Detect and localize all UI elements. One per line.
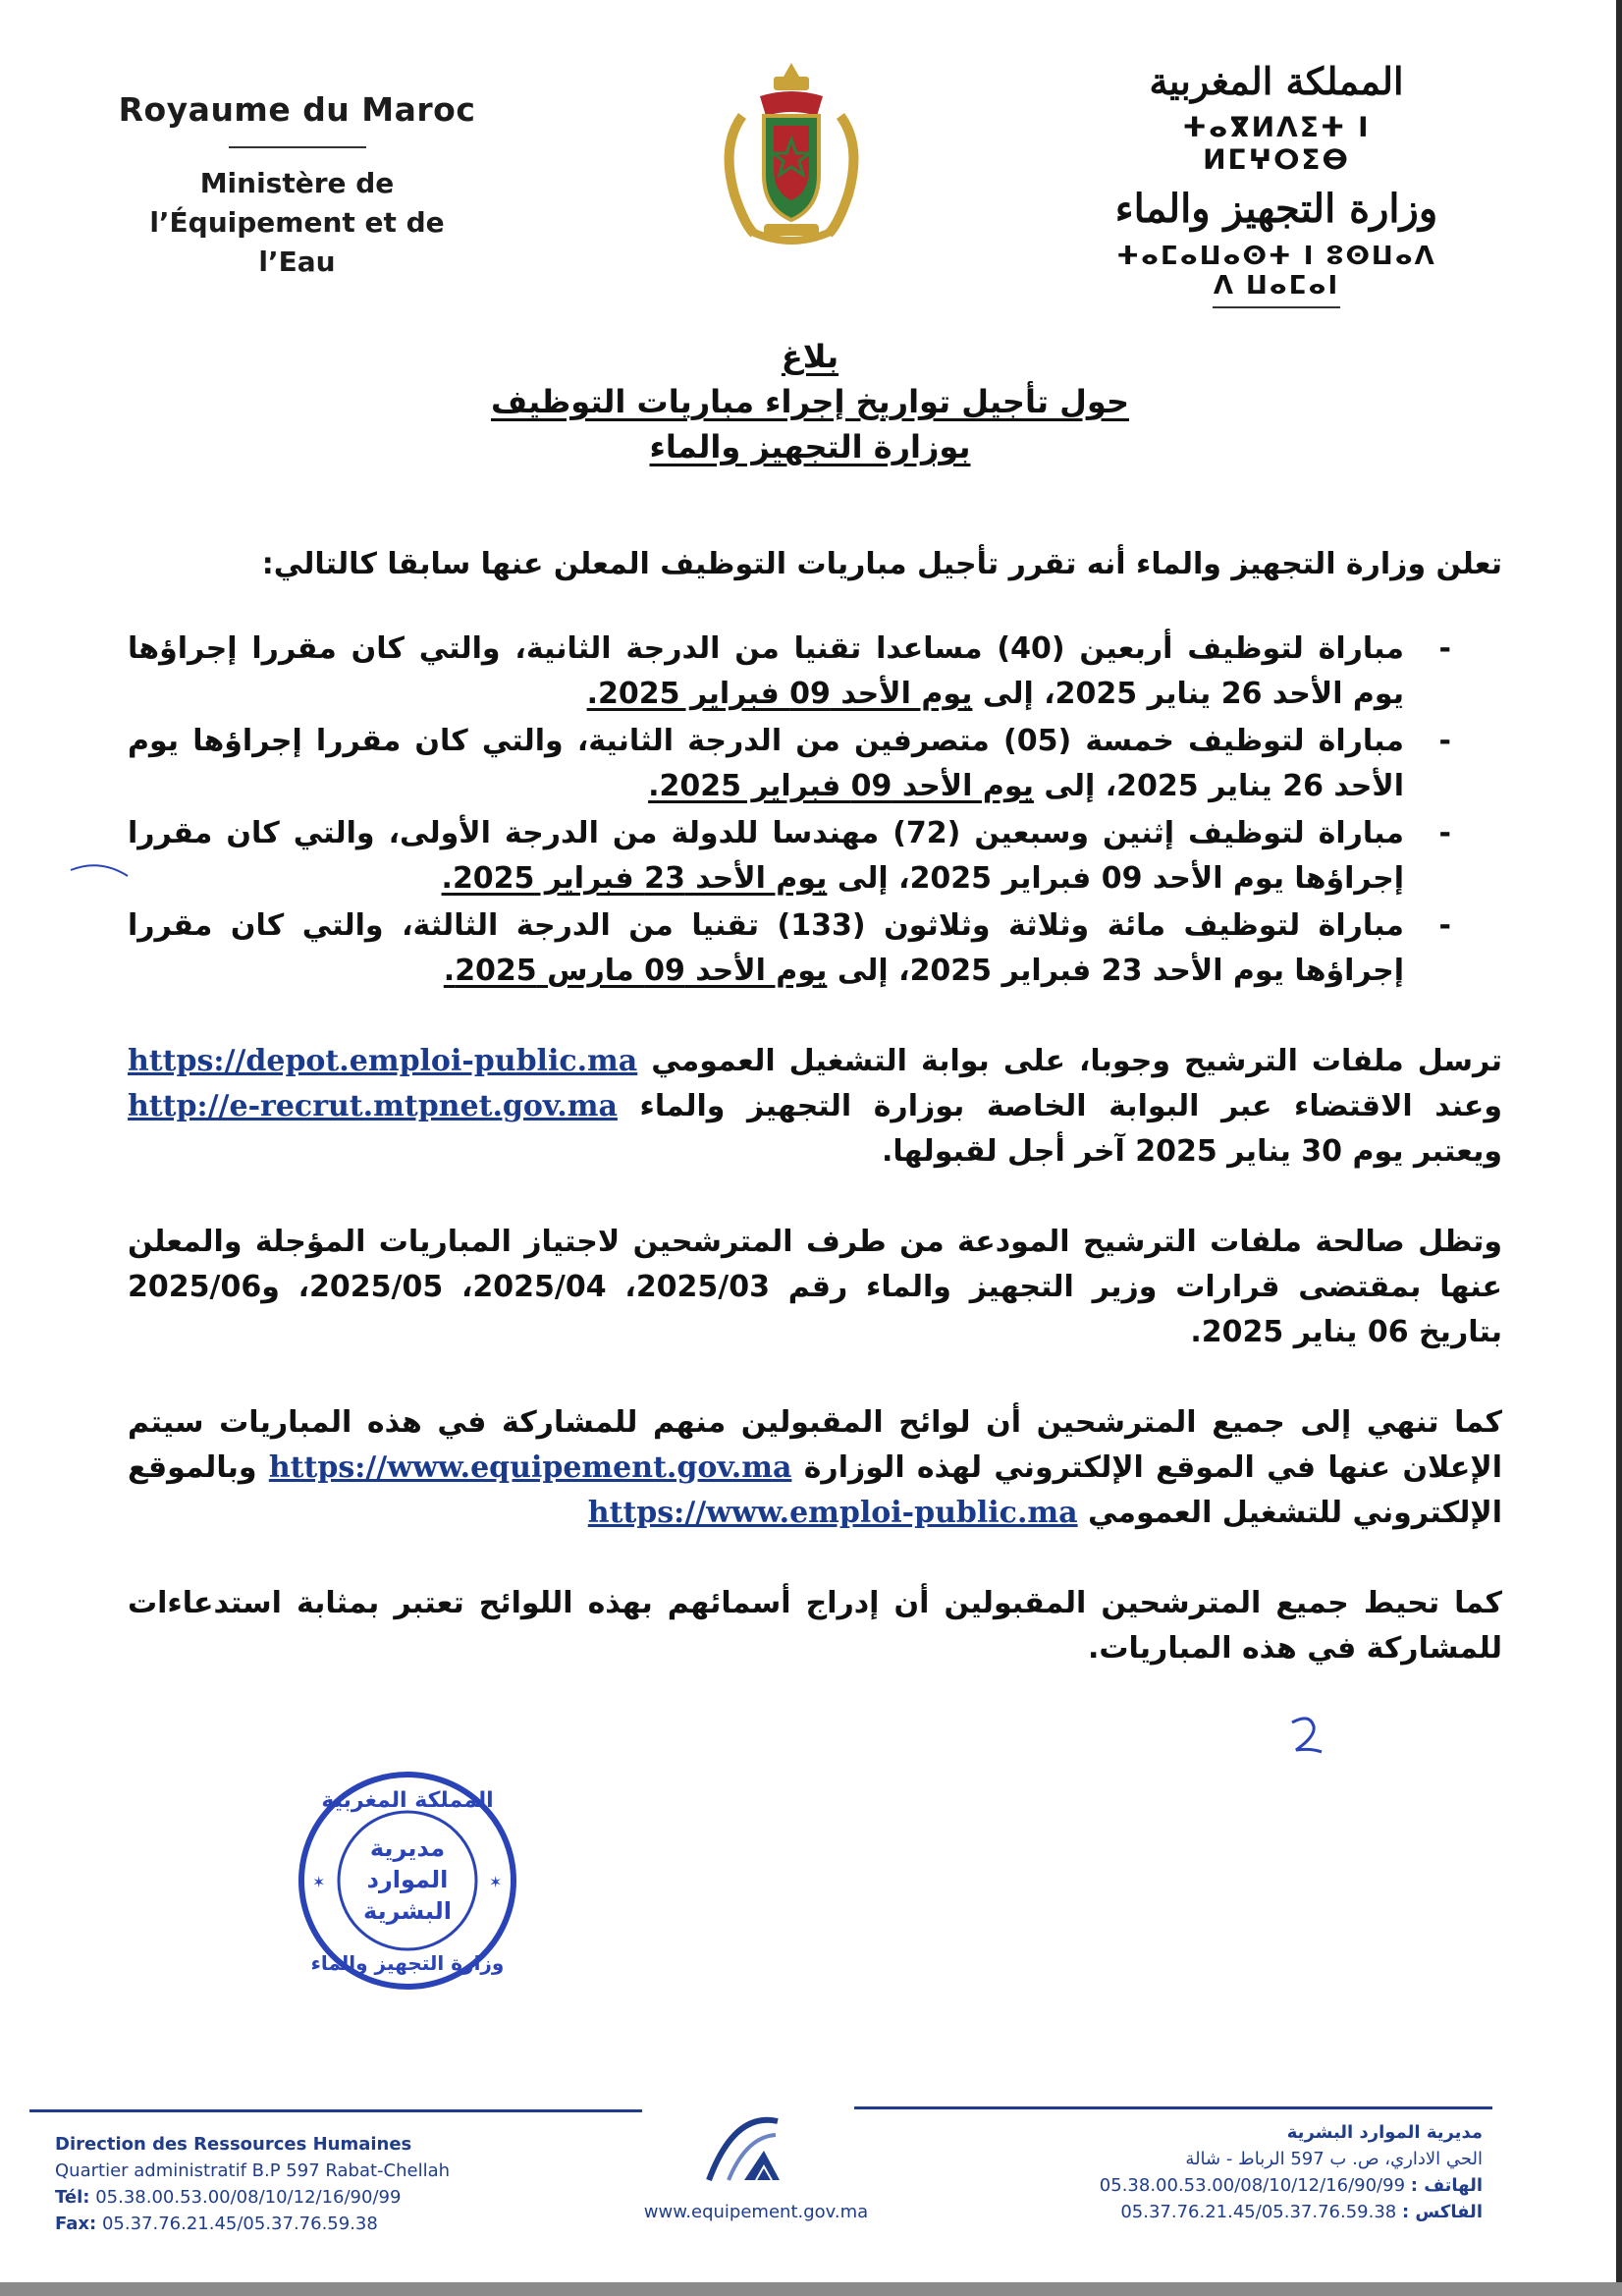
fr-fax: 05.37.76.21.45/05.37.76.59.38	[101, 2214, 378, 2234]
tifinagh-kingdom: ⵜⴰⴳⵍⴷⵉⵜ ⵏ ⵍⵎⵖⵔⵉⴱ	[1182, 111, 1371, 176]
bullet-dash: -	[1438, 631, 1451, 666]
list-item	[128, 719, 1502, 809]
header-arabic	[1109, 59, 1443, 308]
margin-mark-icon	[69, 854, 137, 894]
fr-address: Quartier administratif B.P 597 Rabat-Chellah	[55, 2160, 451, 2181]
bullet-dash: -	[1438, 816, 1451, 850]
item-text: مباراة لتوظيف أربعين (40) مساعدا تقنيا من الدرجة الثانية، والتي كان مقررا إجراؤها يوم الأحد 26 يناير 2025، إلى	[128, 631, 1405, 711]
list-item	[128, 627, 1502, 717]
fr-fax-label: Fax:	[55, 2214, 97, 2234]
submission-paragraph	[128, 1039, 1502, 1175]
page-edge-bottom	[0, 2282, 1622, 2296]
footer-divider-left	[29, 2109, 642, 2112]
postponed-exams-list	[128, 627, 1502, 994]
fr-tel: 05.38.00.53.00/08/10/12/16/90/99	[95, 2187, 402, 2208]
fr-tel-label: Tél:	[55, 2187, 90, 2208]
header-divider	[229, 146, 366, 148]
fr-direction: Direction des Ressources Humaines	[55, 2134, 412, 2155]
fr-ministry-line2: l’Équipement et de l’Eau	[149, 206, 445, 278]
ar-direction: مديرية الموارد البشرية	[1286, 2122, 1483, 2143]
tifinagh-ministry: ⵜⴰⵎⴰⵡⴰⵙⵜ ⵏ ⵓⵙⵡⴰⴷ ⴷ ⵡⴰⵎⴰⵏ	[1116, 242, 1436, 301]
stamp-star-icon: ✶	[312, 1873, 326, 1891]
title-line3: بوزارة التجهيز والماء	[649, 428, 971, 465]
stamp-inner-line1: مديرية	[369, 1834, 446, 1862]
stamp-inner-line3: البشرية	[363, 1897, 452, 1925]
ar-ministry: وزارة التجهيز والماء	[1114, 186, 1438, 232]
validity-paragraph: وتظل صالحة ملفات الترشيح المودعة من طرف المترشحين لاجتياز المباريات المؤجلة والمعلن عنها بمقتضى قرارات وزير التجهيز والماء رقم 2025/03، 2025/04، 2025/05، و2025/06 بتاريخ 06 يناير 2025.	[128, 1225, 1503, 1349]
item-text: مباراة لتوظيف مائة وثلاثة وثلاثون (133) تقنيا من الدرجة الثالثة، والتي كان مقررا إجراؤها يوم الأحد 23 فبراير 2025، إلى	[128, 908, 1404, 988]
e-recrut-link[interactable]: http://e-recrut.mtpnet.gov.ma	[128, 1089, 618, 1123]
item-new-date: يوم الأحد 23 فبراير 2025.	[441, 861, 828, 896]
submission-text-c: ويعتبر يوم 30 يناير 2025 آخر أجل لقبولها.	[881, 1134, 1502, 1169]
ar-tel-label: الهاتف :	[1410, 2175, 1483, 2196]
royal-emblem-icon	[703, 57, 880, 253]
stamp-outer-text: المملكة المغربية	[321, 1788, 494, 1813]
stamp-bottom-text: وزارة التجهيز والماء	[310, 1951, 505, 1975]
item-new-date: يوم الأحد 09 فبراير 2025.	[648, 769, 1034, 803]
convocation-paragraph: كما تحيط جميع المترشحين المقبولين أن إدراج أسمائهم بهذه اللوائح تعتبر بمثابة استدعاءات للمشاركة في هذه المباريات.	[128, 1586, 1502, 1666]
emploi-public-link[interactable]: https://www.emploi-public.ma	[587, 1496, 1078, 1530]
publication-text-a: كما تنهي إلى جميع المترشحين أن لوائح المقبولين منهم للمشاركة في هذه المباريات سيتم الإعلان عنها في الموقع الإلكتروني لهذه الوزارة	[128, 1405, 1502, 1485]
submission-text-b: وعند الاقتضاء عبر البوابة الخاصة بوزارة التجهيز والماء	[617, 1089, 1502, 1123]
list-item	[128, 811, 1502, 902]
ar-tel: 05.38.00.53.00/08/10/12/16/90/99	[1099, 2175, 1406, 2196]
page-edge	[1616, 0, 1622, 2296]
title-line1: بلاغ	[781, 338, 839, 375]
ar-fax: 05.37.76.21.45/05.37.76.59.38	[1120, 2202, 1397, 2222]
title-line2: حول تأجيل تواريخ إجراء مباريات التوظيف	[490, 383, 1130, 420]
footer-divider-right	[854, 2106, 1492, 2109]
fr-ministry-line1: Ministère de	[199, 167, 395, 199]
publication-text-b: وبالموقع الإلكتروني للتشغيل العمومي	[128, 1450, 1502, 1530]
bullet-dash: -	[1438, 724, 1451, 758]
item-text: مباراة لتوظيف خمسة (05) متصرفين من الدرجة الثانية، والتي كان مقررا إجراؤها يوم الأحد 26 يناير 2025، إلى	[128, 724, 1404, 803]
depot-emploi-public-link[interactable]: https://depot.emploi-public.ma	[128, 1044, 638, 1078]
handwritten-initial-icon	[1282, 1709, 1331, 1758]
official-stamp	[295, 1768, 520, 1994]
footer-arabic	[1060, 2119, 1483, 2225]
header-divider	[1213, 306, 1340, 308]
announcement-body	[128, 542, 1502, 1671]
ministry-logo-icon	[699, 2111, 789, 2190]
publication-paragraph	[128, 1400, 1502, 1536]
item-text: مباراة لتوظيف إثنين وسبعين (72) مهندسا للدولة من الدرجة الأولى، والتي كان مقررا إجراؤها يوم الأحد 09 فبراير 2025، إلى	[128, 816, 1404, 896]
ar-fax-label: الفاكس :	[1401, 2202, 1483, 2222]
header-french	[118, 90, 476, 282]
footer-french	[55, 2131, 450, 2237]
fr-kingdom: Royaume du Maroc	[118, 90, 476, 129]
intro-paragraph: تعلن وزارة التجهيز والماء أنه تقرر تأجيل مباريات التوظيف المعلن عنها سابقا كالتالي:	[261, 547, 1502, 581]
item-new-date: يوم الأحد 09 مارس 2025.	[443, 954, 828, 988]
announcement-title	[295, 334, 1325, 469]
footer-website: www.equipement.gov.ma	[643, 2202, 869, 2222]
ar-address: الحي الاداري، ص. ب 597 الرباط - شالة	[1185, 2149, 1483, 2169]
submission-text-a: ترسل ملفات الترشيح وجوبا، على بوابة التشغيل العمومي	[637, 1044, 1502, 1078]
bullet-dash: -	[1438, 908, 1451, 943]
list-item	[128, 903, 1502, 994]
equipement-gov-link[interactable]: https://www.equipement.gov.ma	[268, 1450, 792, 1485]
stamp-star-icon: ✶	[489, 1873, 503, 1891]
stamp-inner-line2: الموارد	[366, 1866, 449, 1893]
item-new-date: يوم الأحد 09 فبراير 2025.	[586, 677, 973, 711]
ar-kingdom: المملكة المغربية	[1149, 59, 1404, 103]
